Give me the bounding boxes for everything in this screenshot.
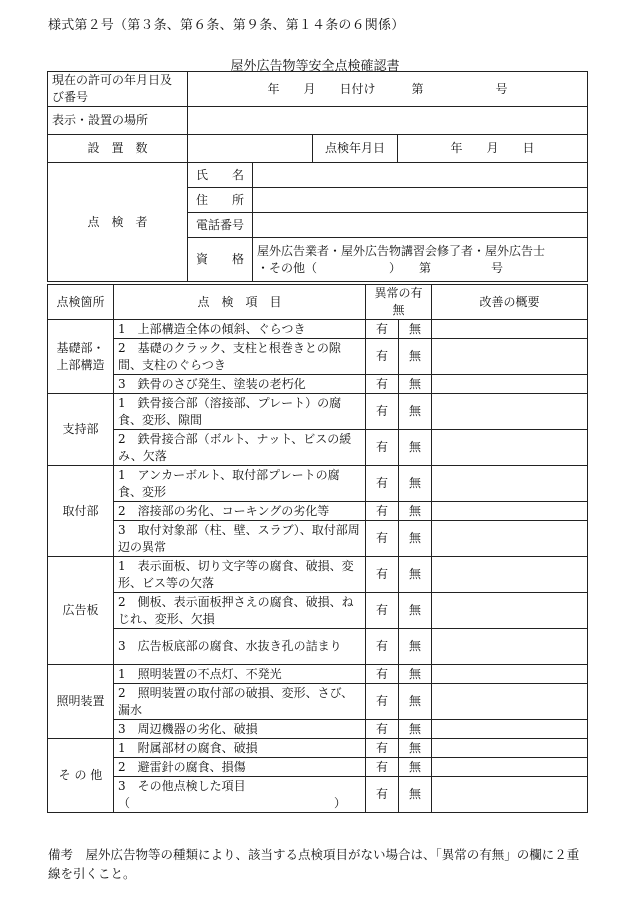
abnormal-no-cell[interactable]: 無 bbox=[399, 521, 432, 557]
abnormal-yes-cell[interactable]: 有 bbox=[366, 777, 399, 813]
check-group-label: そ の 他 bbox=[48, 739, 114, 813]
abnormal-no-cell[interactable]: 無 bbox=[399, 320, 432, 339]
check-row bbox=[48, 665, 588, 684]
remarks-note: 備考 屋外広告物等の種類により、該当する点検項目がない場合は、「異常の有無」の欄に２重線を引くこと。 bbox=[48, 847, 580, 881]
improvement-summary-cell[interactable] bbox=[432, 665, 588, 684]
improvement-summary-cell[interactable] bbox=[432, 320, 588, 339]
improvement-summary-cell[interactable] bbox=[432, 739, 588, 758]
improvement-summary-cell[interactable] bbox=[432, 521, 588, 557]
improvement-summary-cell[interactable] bbox=[432, 758, 588, 777]
abnormal-no-cell[interactable]: 無 bbox=[399, 593, 432, 629]
check-row bbox=[48, 557, 588, 593]
name-label: 氏 名 bbox=[188, 163, 253, 188]
check-item-text: 1 附属部材の腐食、破損 bbox=[114, 739, 366, 758]
check-item-text: 2 溶接部の劣化、コーキングの劣化等 bbox=[114, 502, 366, 521]
column-header-abnormal: 異常の有無 bbox=[366, 285, 432, 320]
abnormal-no-cell[interactable]: 無 bbox=[399, 502, 432, 521]
check-group-label: 広告板 bbox=[48, 557, 114, 665]
abnormal-no-cell[interactable]: 無 bbox=[399, 466, 432, 502]
abnormal-yes-cell[interactable]: 有 bbox=[366, 375, 399, 394]
check-row bbox=[48, 720, 588, 739]
check-item-text: 1 上部構造全体の傾斜、ぐらつき bbox=[114, 320, 366, 339]
check-item-text: 1 アンカーボルト、取付部プレートの腐食、変形 bbox=[114, 466, 366, 502]
abnormal-yes-cell[interactable]: 有 bbox=[366, 521, 399, 557]
address-field[interactable] bbox=[253, 188, 588, 213]
check-group-label: 基礎部・上部構造 bbox=[48, 320, 114, 394]
abnormal-yes-cell[interactable]: 有 bbox=[366, 466, 399, 502]
check-item-text: 2 鉄骨接合部（ボルト、ナット、ビスの緩み、欠落 bbox=[114, 430, 366, 466]
form-number-label: 様式第２号（第３条、第６条、第９条、第１４条の６関係） bbox=[48, 18, 405, 33]
abnormal-yes-cell[interactable]: 有 bbox=[366, 557, 399, 593]
abnormal-no-cell[interactable]: 無 bbox=[399, 777, 432, 813]
check-row bbox=[48, 375, 588, 394]
abnormal-no-cell[interactable]: 無 bbox=[399, 665, 432, 684]
improvement-summary-cell[interactable] bbox=[432, 375, 588, 394]
improvement-summary-cell[interactable] bbox=[432, 430, 588, 466]
abnormal-yes-cell[interactable]: 有 bbox=[366, 502, 399, 521]
abnormal-no-cell[interactable]: 無 bbox=[399, 557, 432, 593]
check-row bbox=[48, 320, 588, 339]
column-header-part: 点検箇所 bbox=[48, 285, 114, 320]
qualification-other: ・その他（ ） 第 号 bbox=[257, 260, 504, 275]
check-row bbox=[48, 593, 588, 629]
check-item-text: 2 基礎のクラック、支柱と根巻きとの隙間、支柱のぐらつき bbox=[114, 339, 366, 375]
improvement-summary-cell[interactable] bbox=[432, 720, 588, 739]
phone-label: 電話番号 bbox=[188, 213, 253, 238]
check-row bbox=[48, 758, 588, 777]
permit-label: 現在の許可の年月日及び番号 bbox=[48, 72, 188, 107]
abnormal-yes-cell[interactable]: 有 bbox=[366, 758, 399, 777]
abnormal-no-cell[interactable]: 無 bbox=[399, 720, 432, 739]
check-row bbox=[48, 394, 588, 430]
location-label: 表示・設置の場所 bbox=[48, 107, 188, 135]
improvement-summary-cell[interactable] bbox=[432, 593, 588, 629]
inspect-date-label: 点検年月日 bbox=[313, 135, 398, 163]
qualification-field[interactable] bbox=[253, 238, 588, 282]
abnormal-no-cell[interactable]: 無 bbox=[399, 629, 432, 665]
column-header-summary: 改善の概要 bbox=[432, 285, 588, 320]
check-item-text: 2 側板、表示面板押さえの腐食、破損、ねじれ、変形、欠損 bbox=[114, 593, 366, 629]
check-item-text: 3 その他点検した項目（ ） bbox=[114, 777, 366, 813]
abnormal-no-cell[interactable]: 無 bbox=[399, 684, 432, 720]
abnormal-no-cell[interactable]: 無 bbox=[399, 758, 432, 777]
improvement-summary-cell[interactable] bbox=[432, 777, 588, 813]
check-row bbox=[48, 739, 588, 758]
check-item-text: 1 鉄骨接合部（溶接部、プレート）の腐食、変形、隙間 bbox=[114, 394, 366, 430]
check-row bbox=[48, 466, 588, 502]
location-field[interactable] bbox=[188, 107, 588, 135]
abnormal-yes-cell[interactable]: 有 bbox=[366, 394, 399, 430]
abnormal-yes-cell[interactable]: 有 bbox=[366, 665, 399, 684]
check-row bbox=[48, 502, 588, 521]
check-item-text: 3 取付対象部（柱、壁、スラブ）、取付部周辺の異常 bbox=[114, 521, 366, 557]
address-label: 住 所 bbox=[188, 188, 253, 213]
inspection-info-table bbox=[47, 71, 588, 282]
abnormal-no-cell[interactable]: 無 bbox=[399, 375, 432, 394]
improvement-summary-cell[interactable] bbox=[432, 684, 588, 720]
improvement-summary-cell[interactable] bbox=[432, 466, 588, 502]
phone-field[interactable] bbox=[253, 213, 588, 238]
check-item-text: 1 照明装置の不点灯、不発光 bbox=[114, 665, 366, 684]
qualification-options: 屋外広告業者・屋外広告物講習会修了者・屋外広告士 bbox=[257, 243, 546, 258]
check-item-text: 2 照明装置の取付部の破損、変形、さび、漏水 bbox=[114, 684, 366, 720]
check-row bbox=[48, 430, 588, 466]
improvement-summary-cell[interactable] bbox=[432, 557, 588, 593]
check-item-text: 3 広告板底部の腐食、水抜き孔の詰まり bbox=[114, 629, 366, 665]
qualification-label: 資 格 bbox=[188, 238, 253, 282]
column-header-item: 点 検 項 目 bbox=[114, 285, 366, 320]
check-item-text: 1 表示面板、切り文字等の腐食、破損、変形、ビス等の欠落 bbox=[114, 557, 366, 593]
check-row bbox=[48, 684, 588, 720]
improvement-summary-cell[interactable] bbox=[432, 339, 588, 375]
name-field[interactable] bbox=[253, 163, 588, 188]
check-group-label: 支持部 bbox=[48, 394, 114, 466]
abnormal-yes-cell[interactable]: 有 bbox=[366, 339, 399, 375]
check-row bbox=[48, 521, 588, 557]
abnormal-no-cell[interactable]: 無 bbox=[399, 739, 432, 758]
abnormal-yes-cell[interactable]: 有 bbox=[366, 629, 399, 665]
abnormal-yes-cell[interactable]: 有 bbox=[366, 720, 399, 739]
abnormal-no-cell[interactable]: 無 bbox=[399, 430, 432, 466]
abnormal-yes-cell[interactable]: 有 bbox=[366, 320, 399, 339]
check-row bbox=[48, 339, 588, 375]
permit-date-field[interactable]: 年 月 日付け 第 号 bbox=[188, 72, 588, 107]
check-row bbox=[48, 777, 588, 813]
inspector-label: 点 検 者 bbox=[48, 163, 188, 282]
document-title: 屋外広告物等安全点検確認書 bbox=[230, 59, 400, 74]
check-group-label: 照明装置 bbox=[48, 665, 114, 739]
check-group-label: 取付部 bbox=[48, 466, 114, 557]
abnormal-yes-cell[interactable]: 有 bbox=[366, 430, 399, 466]
abnormal-yes-cell[interactable]: 有 bbox=[366, 684, 399, 720]
check-item-text: 3 鉄骨のさび発生、塗装の老朽化 bbox=[114, 375, 366, 394]
abnormal-no-cell[interactable]: 無 bbox=[399, 394, 432, 430]
check-item-text: 3 周辺機器の劣化、破損 bbox=[114, 720, 366, 739]
improvement-summary-cell[interactable] bbox=[432, 394, 588, 430]
improvement-summary-cell[interactable] bbox=[432, 502, 588, 521]
check-row bbox=[48, 629, 588, 665]
abnormal-yes-cell[interactable]: 有 bbox=[366, 593, 399, 629]
check-items-table bbox=[47, 284, 588, 813]
inspect-date-field[interactable]: 年 月 日 bbox=[398, 135, 588, 163]
count-field[interactable] bbox=[188, 135, 313, 163]
abnormal-no-cell[interactable]: 無 bbox=[399, 339, 432, 375]
improvement-summary-cell[interactable] bbox=[432, 629, 588, 665]
check-item-text: 2 避雷針の腐食、損傷 bbox=[114, 758, 366, 777]
count-label: 設 置 数 bbox=[48, 135, 188, 163]
abnormal-yes-cell[interactable]: 有 bbox=[366, 739, 399, 758]
